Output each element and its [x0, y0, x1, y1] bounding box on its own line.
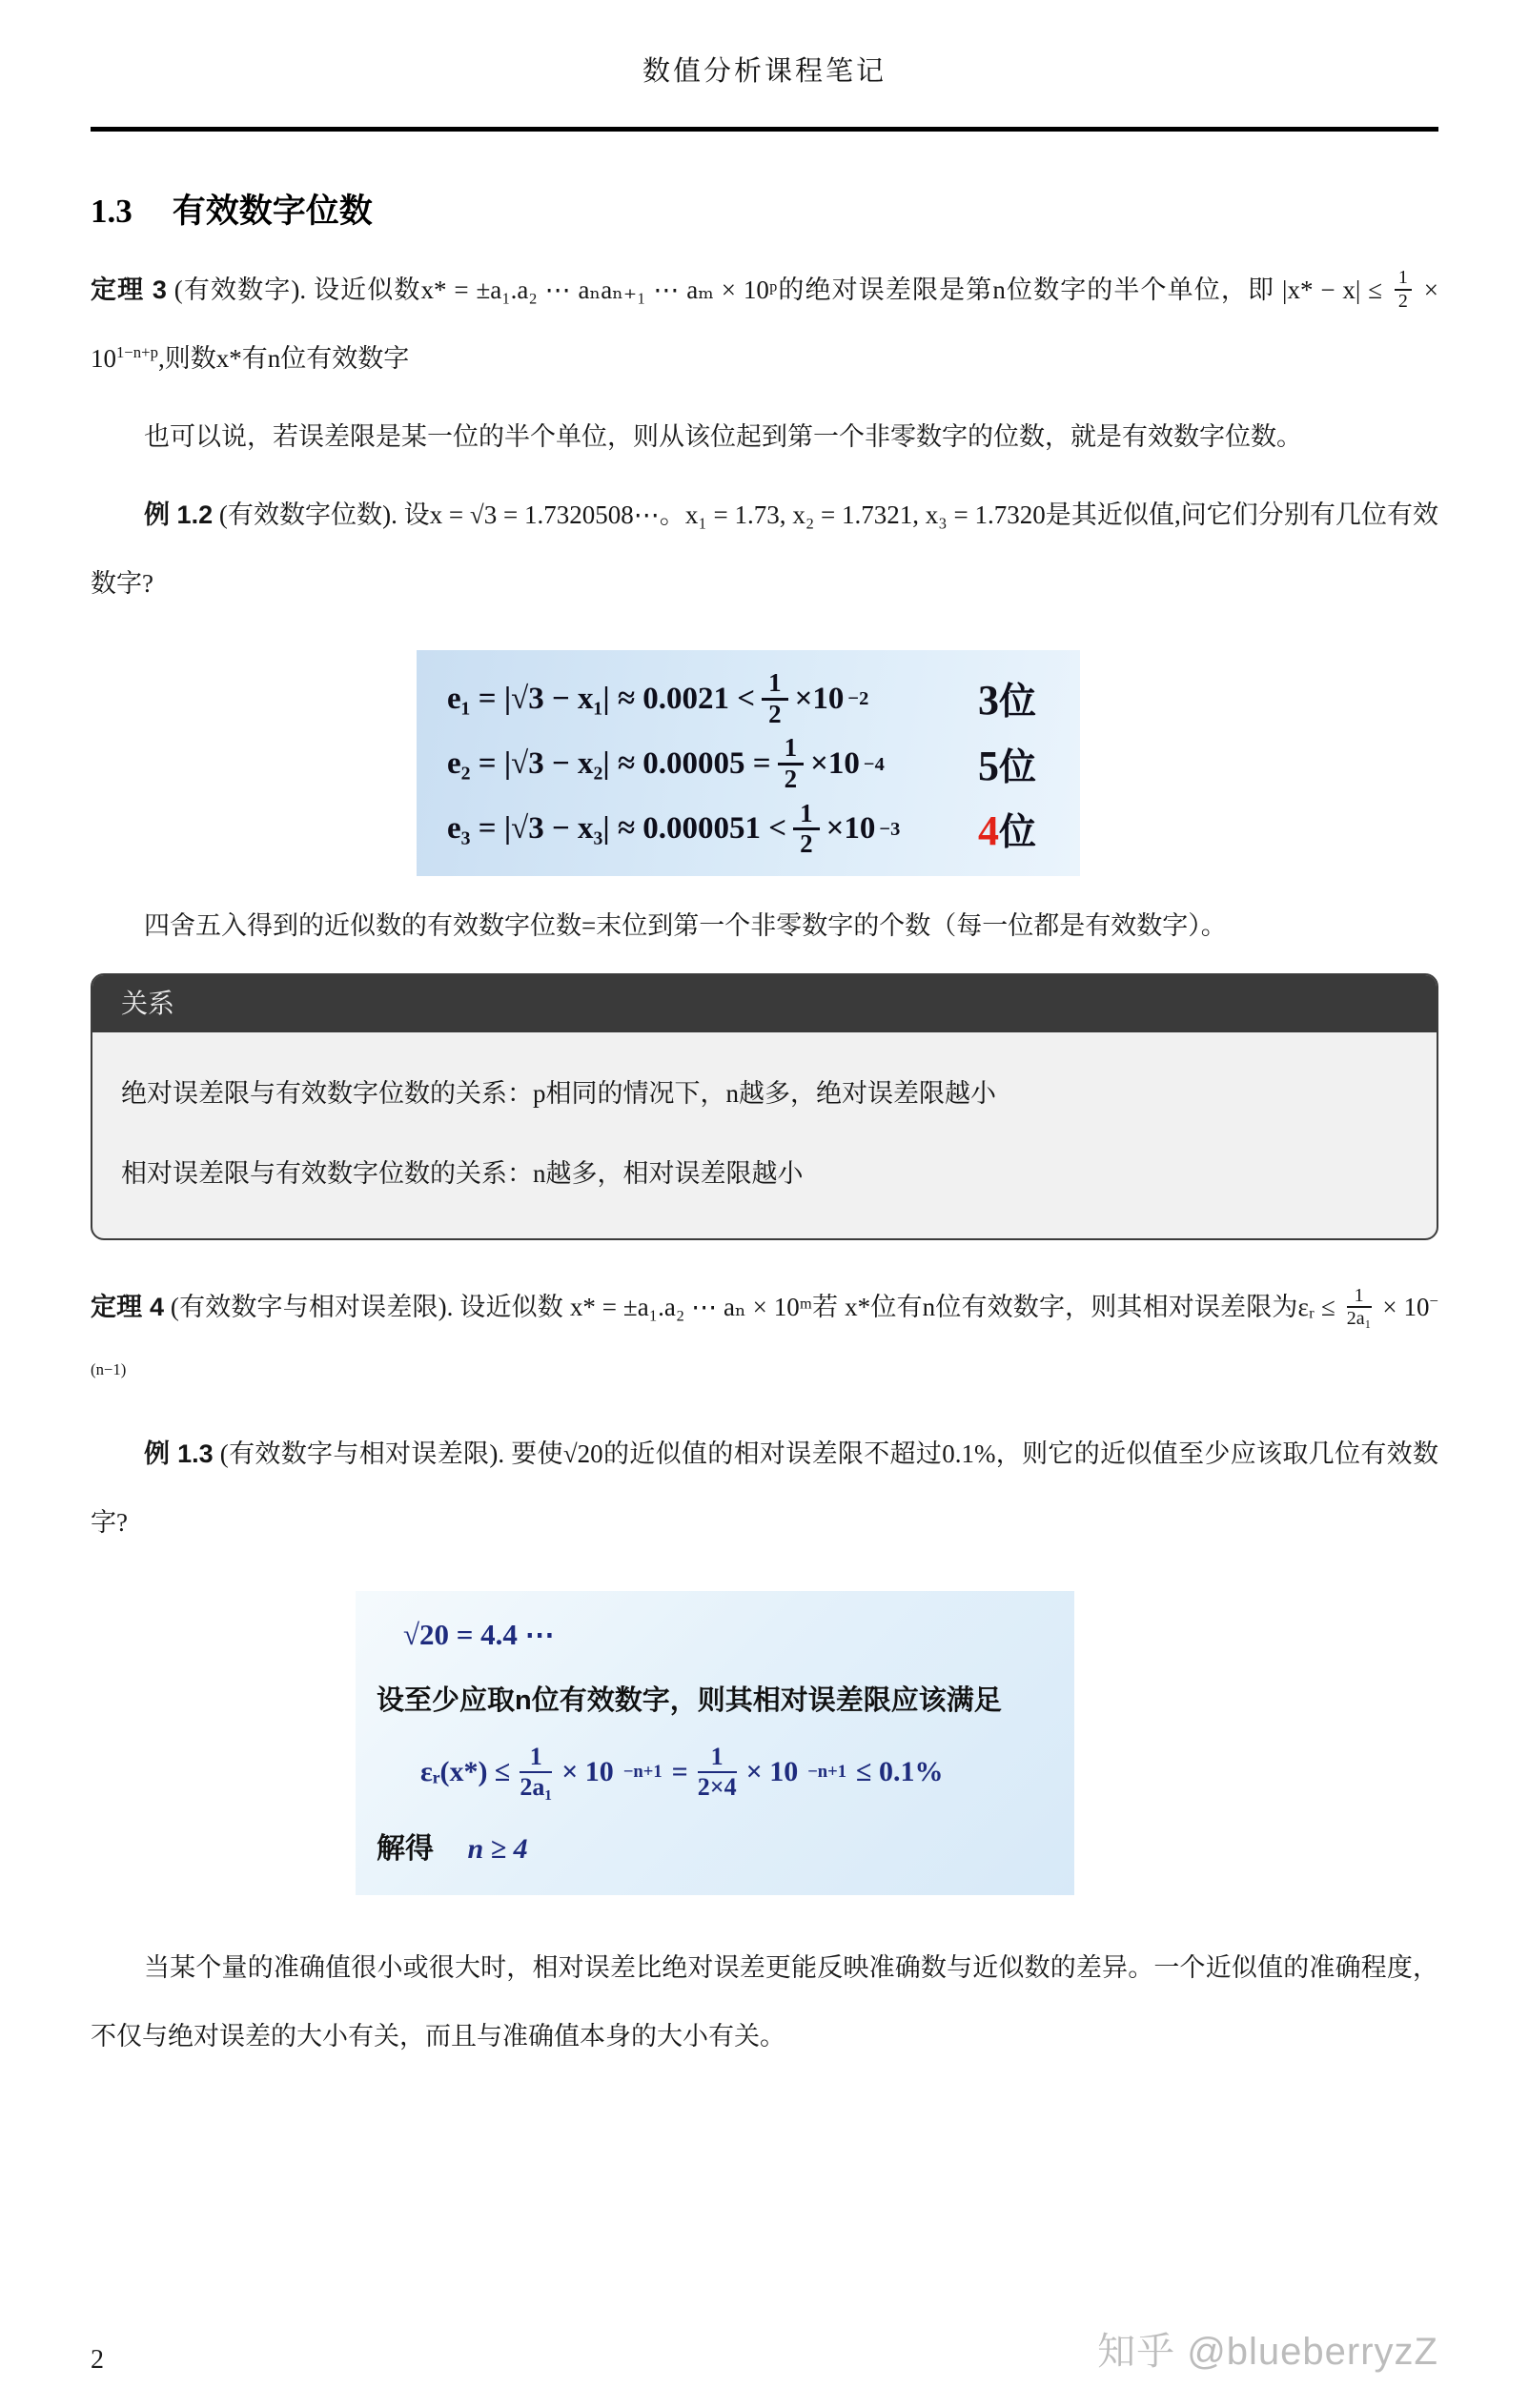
fraction-one-half: $\frac{1}{2}$	[793, 800, 820, 859]
paragraph-rounding: 四舍五入得到的近似数的有效数字位数=末位到第一个非零数字的个数（每一位都是有效数字）。	[144, 911, 1227, 941]
section-heading	[91, 185, 1438, 233]
equation-e3-base: ×10	[826, 811, 876, 847]
equation-e2-lhs: e₂ = |√3 − x₂| ≈ 0.00005 =	[447, 746, 771, 782]
solve-label: 解得	[377, 1832, 434, 1865]
equation-row-e1: e₁ = |√3 − x₁| ≈ 0.0021 < $\frac{1}{2}$ ×10 −2 3位	[447, 669, 1053, 728]
theorem-4	[91, 1273, 1438, 1410]
solve-expression: n ≥ 4	[467, 1832, 528, 1865]
fraction-one-over-2a1: $\frac{1}{\text{2a₁}}$	[520, 1743, 553, 1802]
watermark: 知乎 @blueberryzZ	[1097, 2331, 1438, 2373]
example-1-2-label: 例 1.2	[144, 500, 214, 529]
solution-result	[377, 1825, 1050, 1867]
theorem-3-text: (有效数字). 设近似数x* = ±a₁.a₂ ⋯ aₙaₙ₊₁ ⋯ aₘ × 10ᵖ的绝对误差限是第n位数字的半个单位，即 |x* − x| ≤	[173, 275, 1390, 304]
relative-error-formula: εᵣ(x*) ≤ $\frac{1}{\text{2a₁}}$ × 10 −n+1 = $\frac{1}{2\times 4}$ × 10 −n+1 ≤ 0.1%	[420, 1743, 944, 1802]
paragraph-final: 当某个量的准确值很小或很大时，相对误差比绝对误差更能反映准确数与近似数的差异。一个近似值的准确程度，不仅与绝对误差的大小有关，而且与准确值本身的大小有关。	[91, 1952, 1438, 2051]
equation-row-e2: e₂ = |√3 − x₂| ≈ 0.00005 = $\frac{1}{2}$ ×10 −4 5位	[447, 734, 1053, 793]
document-title: 数值分析课程笔记	[642, 56, 887, 87]
theorem-4-mid: × 10	[1376, 1293, 1430, 1322]
example-1-2	[91, 480, 1438, 618]
example-1-3	[91, 1419, 1438, 1557]
equation-e2-base: ×10	[810, 746, 860, 782]
example-1-3-label: 例 1.3	[144, 1439, 214, 1469]
formula-tail: ≤ 0.1%	[856, 1756, 944, 1788]
equation-row-e3: e₃ = |√3 − x₃| ≈ 0.000051 < $\frac{1}{2}$ ×10 −3 4位	[447, 800, 1053, 859]
equation-e1-base: ×10	[794, 681, 845, 716]
formula-equals: =	[671, 1756, 688, 1788]
digit-count-label: 3位	[977, 677, 1036, 724]
example-1-2-text: (有效数字位数). 设x = √3 = 1.7320508⋯。x₁ = 1.73, x₂ = 1.7321, x₃ = 1.7320是其近似值,问它们分别有几位有效数字?	[91, 500, 1438, 598]
theorem-3-mid: × 10	[91, 275, 1438, 373]
relation-box-body	[92, 1032, 1437, 1238]
page-number: 2	[91, 2345, 104, 2375]
relation-line-absolute: 绝对误差限与有效数字位数的关系：p相同的情况下，n越多，绝对误差限越小	[121, 1079, 996, 1109]
solution-box	[356, 1591, 1074, 1895]
fraction-one-half: $\frac{1}{2}$	[778, 734, 805, 793]
digit-count-label: 5位	[977, 742, 1036, 789]
header-rule	[91, 127, 1438, 132]
fraction-one-over-2a1: $\frac{1}{\text{2a₁}}$	[1346, 1284, 1372, 1329]
error-examples-box	[417, 650, 1080, 876]
paragraph-also: 也可以说，若误差限是某一位的半个单位，则从该位起到第一个非零数字的位数，就是有效数字位数。	[144, 422, 1302, 451]
formula-mid2: × 10	[745, 1756, 799, 1788]
theorem-4-label: 定理 4	[91, 1293, 164, 1322]
equation-e1-lhs: e₁ = |√3 − x₁| ≈ 0.0021 <	[447, 681, 756, 716]
relation-callout-box	[91, 973, 1438, 1240]
digit-count-label: 4位	[977, 806, 1036, 854]
fraction-one-over-2x4: $\frac{1}{2\times 4}$	[697, 1743, 737, 1802]
relation-line-relative: 相对误差限与有效数字位数的关系：n越多，相对误差限越小	[121, 1159, 804, 1189]
fraction-one-half: $\frac{1}{2}$	[1395, 267, 1412, 312]
section-title: 有效数字位数	[172, 193, 373, 230]
theorem-3	[91, 255, 1438, 393]
fraction-one-half: $\frac{1}{2}$	[762, 669, 788, 728]
relation-box-header: 关系	[92, 975, 1437, 1032]
theorem-4-exponent: −(n−1)	[91, 1292, 1439, 1379]
sqrt-20-value: √20 = 4.4 ⋯	[403, 1618, 555, 1652]
theorem-3-exponent: 1−n+p	[116, 343, 158, 361]
formula-lhs: εᵣ(x*) ≤	[420, 1756, 511, 1788]
section-number: 1.3	[91, 193, 133, 230]
solution-assumption: 设至少应取n位有效数字，则其相对误差限应该满足	[377, 1685, 1002, 1717]
theorem-3-label: 定理 3	[91, 275, 167, 304]
theorem-3-tail: ,则数x*有n位有效数字	[157, 344, 410, 373]
equation-e3-lhs: e₃ = |√3 − x₃| ≈ 0.000051 <	[447, 811, 787, 847]
page-footer	[91, 2321, 1438, 2376]
example-1-3-text: (有效数字与相对误差限). 要使√20的近似值的相对误差限不超过0.1%，则它的近似值至少应该取几位有效数字?	[91, 1439, 1438, 1538]
theorem-4-text: (有效数字与相对误差限). 设近似数 x* = ±a₁.a₂ ⋯ aₙ × 10ᵐ若 x*位有n位有效数字，则其相对误差限为εᵣ ≤	[170, 1293, 1342, 1322]
formula-mid1: × 10	[561, 1756, 614, 1788]
